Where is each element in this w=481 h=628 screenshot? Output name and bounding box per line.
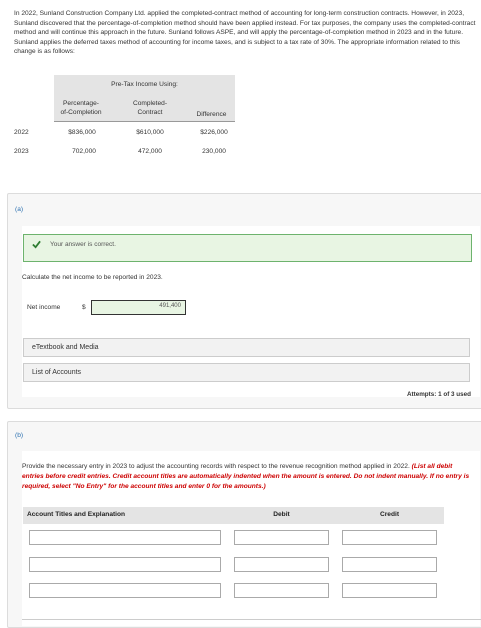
account-title-input[interactable] (29, 530, 221, 545)
question-text: Calculate the net income to be reported in 2023. (22, 274, 163, 281)
check-icon (32, 240, 41, 249)
row-diff: $226,000 (200, 129, 228, 136)
col-debit: Debit (273, 511, 290, 518)
bottom-divider (22, 619, 481, 620)
debit-input[interactable] (234, 530, 329, 545)
credit-input[interactable] (342, 557, 437, 572)
problem-intro: In 2022, Sunland Construction Company Ltd. applied the completed-contract method of accounting for long-term construction contracts. However, in 2023, Sunland discovered that the percentage-of-completion method should have been applied instead. For tax purposes, the company uses the completed-contract method and will continue this approach in the future. Sunland follows ASPE, and will apply the percentage-of-completion method in 2023 and in the future. Sunland applies the deferred taxes method of accounting for income taxes, and is subject to a tax rate of 30%. The appropriate information related to this change is as follows: (14, 10, 476, 56)
credit-input[interactable] (342, 583, 437, 598)
col-header-diff: Difference (196, 111, 227, 118)
account-title-input[interactable] (29, 557, 221, 572)
success-message: Your answer is correct. (50, 241, 116, 248)
account-title-input[interactable] (29, 583, 221, 598)
currency-symbol: $ (82, 304, 86, 311)
attempts-text: Attempts: 1 of 3 used (406, 391, 471, 398)
table-group-header: Pre-Tax Income Using: (111, 81, 178, 88)
col-account-titles: Account Titles and Explanation (27, 511, 126, 518)
col-header-poc: Percentage- of-Completion (60, 100, 102, 116)
row-diff: 230,000 (202, 148, 226, 155)
credit-input[interactable] (342, 530, 437, 545)
etextbook-button[interactable]: eTextbook and Media (23, 338, 470, 357)
col-header-cc: Completed- Contract (132, 100, 168, 116)
row-cc: 472,000 (138, 148, 162, 155)
row-cc: $610,000 (136, 129, 164, 136)
row-year: 2022 (14, 129, 29, 136)
row-poc: $836,000 (68, 129, 96, 136)
table-header-rule (54, 121, 235, 122)
row-poc: 702,000 (72, 148, 96, 155)
row-year: 2023 (14, 148, 29, 155)
part-b-instruction: Provide the necessary entry in 2023 to adjust the accounting records with respect to the revenue recognition method applied in 2022. (List all debit entries before credit entries. Credit account titles are automatically indented when the amount is entered. Do not indent manually. If no entry is required, select "No Entry" for the account titles and enter 0 for the amounts.) (22, 463, 470, 490)
list-of-accounts-button[interactable]: List of Accounts (23, 363, 470, 382)
net-income-input[interactable]: 491,400 (91, 300, 186, 315)
part-b-label: (b) (15, 432, 24, 439)
debit-input[interactable] (234, 583, 329, 598)
col-credit: Credit (379, 511, 400, 518)
debit-input[interactable] (234, 557, 329, 572)
success-banner (23, 234, 472, 262)
part-b-instruction-note: (List all debit entries before credit entries. Credit account titles are automatically indented when the amount is entered. Do not indent manually. If no entry is required, select "No Entry" for the account titles and enter 0 for the amounts.) (22, 463, 470, 490)
part-a-label: (a) (15, 206, 24, 213)
net-income-label: Net income (27, 304, 61, 311)
